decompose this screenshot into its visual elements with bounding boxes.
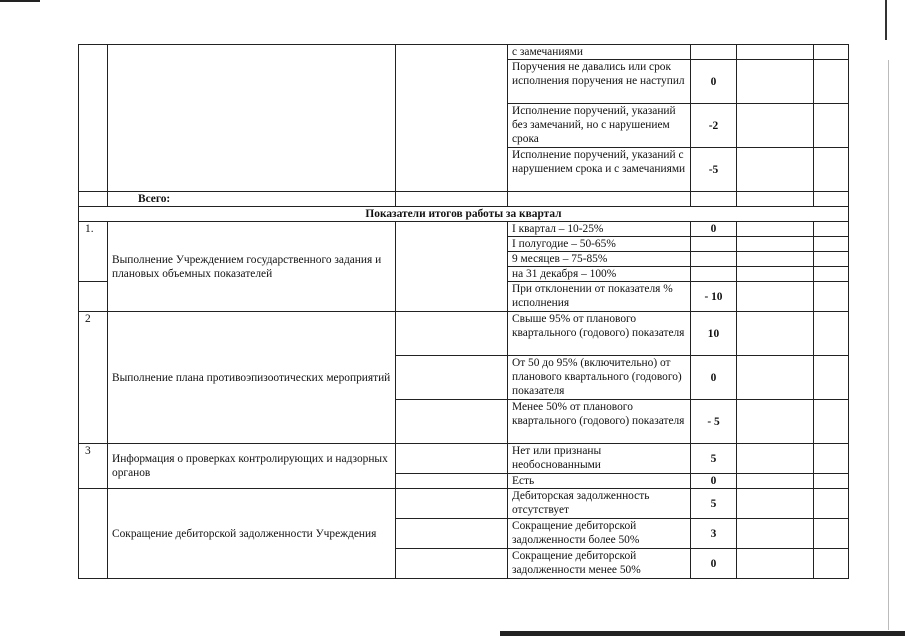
table-row <box>79 45 849 60</box>
blank-cell <box>737 267 814 282</box>
condition-cell: При отклонении от показателя % исполнения <box>508 282 691 312</box>
blank-cell <box>737 45 814 60</box>
blank-cell <box>814 474 849 489</box>
scan-artifact-right <box>885 0 887 40</box>
blank-cell <box>814 192 849 207</box>
blank-cell <box>737 400 814 444</box>
num-cell <box>79 282 108 312</box>
condition-cell: Поручения не давались или срок исполнения поручения не наступил <box>508 60 691 104</box>
blank-cell <box>396 519 508 549</box>
condition-cell: Дебиторская задолженность отсутствует <box>508 489 691 519</box>
group-number: 2 <box>79 312 108 444</box>
table-row <box>79 312 849 356</box>
condition-cell: Исполнение поручений, указаний с нарушением срока и с замечаниями <box>508 148 691 192</box>
blank-cell <box>737 60 814 104</box>
condition-cell: с замечаниями <box>508 45 691 60</box>
blank-cell <box>814 60 849 104</box>
num-cell <box>79 192 108 207</box>
blank-cell <box>737 237 814 252</box>
blank-cell <box>737 222 814 237</box>
criteria-table <box>78 44 849 579</box>
score-cell: 0 <box>691 549 737 579</box>
section-title: Показатели итогов работы за квартал <box>79 207 849 222</box>
blank-cell <box>814 282 849 312</box>
criterion-name: Сокращение дебиторской задолженности Учреждения <box>108 489 396 579</box>
blank-cell <box>814 356 849 400</box>
condition-cell: Нет или признаны необоснованными <box>508 444 691 474</box>
blank-cell <box>737 282 814 312</box>
blank-cell <box>814 444 849 474</box>
score-cell: -2 <box>691 104 737 148</box>
score-cell: 0 <box>691 222 737 237</box>
blank-cell <box>396 444 508 474</box>
score-cell <box>691 237 737 252</box>
blank-cell <box>814 237 849 252</box>
score-cell: 3 <box>691 519 737 549</box>
blank-cell <box>737 252 814 267</box>
blank-cell <box>737 444 814 474</box>
blank-cell <box>396 312 508 356</box>
blank-cell <box>737 192 814 207</box>
blank-cell <box>396 192 508 207</box>
blank-cell <box>396 489 508 519</box>
criterion-name: Выполнение Учреждением государственного задания и плановых объемных показателей <box>108 222 396 312</box>
blank-cell <box>396 222 508 312</box>
table-row <box>79 489 849 519</box>
score-cell <box>691 45 737 60</box>
condition-cell: Сокращение дебиторской задолженности более 50% <box>508 519 691 549</box>
criterion-name: Выполнение плана противоэпизоотических мероприятий <box>108 312 396 444</box>
blank-cell <box>737 356 814 400</box>
condition-cell: От 50 до 95% (включительно) от планового квартального (годового) показателя <box>508 356 691 400</box>
group-number <box>79 489 108 579</box>
blank-cell <box>814 312 849 356</box>
condition-cell: на 31 декабря – 100% <box>508 267 691 282</box>
blank-cell <box>814 267 849 282</box>
scan-edge <box>888 60 889 630</box>
table-row <box>79 222 849 237</box>
score-cell <box>691 252 737 267</box>
scan-artifact-top <box>0 0 40 2</box>
blank-cell <box>396 356 508 400</box>
blank-cell <box>396 549 508 579</box>
condition-cell: Есть <box>508 474 691 489</box>
num-cell <box>79 45 108 192</box>
criterion-name: Информация о проверках контролирующих и надзорных органов <box>108 444 396 489</box>
condition-cell: 9 месяцев – 75-85% <box>508 252 691 267</box>
condition-cell: Сокращение дебиторской задолженности менее 50% <box>508 549 691 579</box>
scan-artifact-bottom <box>500 631 905 636</box>
blank-cell <box>396 45 508 192</box>
blank-cell <box>814 252 849 267</box>
blank-cell <box>814 222 849 237</box>
score-cell: 5 <box>691 489 737 519</box>
blank-cell <box>814 45 849 60</box>
blank-cell <box>814 148 849 192</box>
blank-cell <box>814 489 849 519</box>
total-row <box>79 192 849 207</box>
criterion-cell <box>108 45 396 192</box>
blank-cell <box>396 474 508 489</box>
condition-cell: I полугодие – 50-65% <box>508 237 691 252</box>
score-cell: -5 <box>691 148 737 192</box>
group-number: 1. <box>79 222 108 282</box>
total-label: Всего: <box>108 192 396 207</box>
score-cell: 0 <box>691 356 737 400</box>
blank-cell <box>737 549 814 579</box>
section-row <box>79 207 849 222</box>
blank-cell <box>814 400 849 444</box>
blank-cell <box>814 104 849 148</box>
blank-cell <box>814 519 849 549</box>
blank-cell <box>737 489 814 519</box>
table-row <box>79 444 849 474</box>
condition-cell: Свыше 95% от планового квартального (годового) показателя <box>508 312 691 356</box>
blank-cell <box>737 474 814 489</box>
blank-cell <box>737 519 814 549</box>
blank-cell <box>508 192 691 207</box>
blank-cell <box>737 148 814 192</box>
blank-cell <box>814 549 849 579</box>
score-cell <box>691 267 737 282</box>
blank-cell <box>737 312 814 356</box>
blank-cell <box>396 400 508 444</box>
score-cell: 5 <box>691 444 737 474</box>
score-cell: - 5 <box>691 400 737 444</box>
score-cell: 0 <box>691 60 737 104</box>
blank-cell <box>737 104 814 148</box>
score-cell: - 10 <box>691 282 737 312</box>
blank-cell <box>691 192 737 207</box>
condition-cell: I квартал – 10-25% <box>508 222 691 237</box>
group-number: 3 <box>79 444 108 489</box>
condition-cell: Менее 50% от планового квартального (годового) показателя <box>508 400 691 444</box>
score-cell: 0 <box>691 474 737 489</box>
condition-cell: Исполнение поручений, указаний без замечаний, но с нарушением срока <box>508 104 691 148</box>
score-cell: 10 <box>691 312 737 356</box>
